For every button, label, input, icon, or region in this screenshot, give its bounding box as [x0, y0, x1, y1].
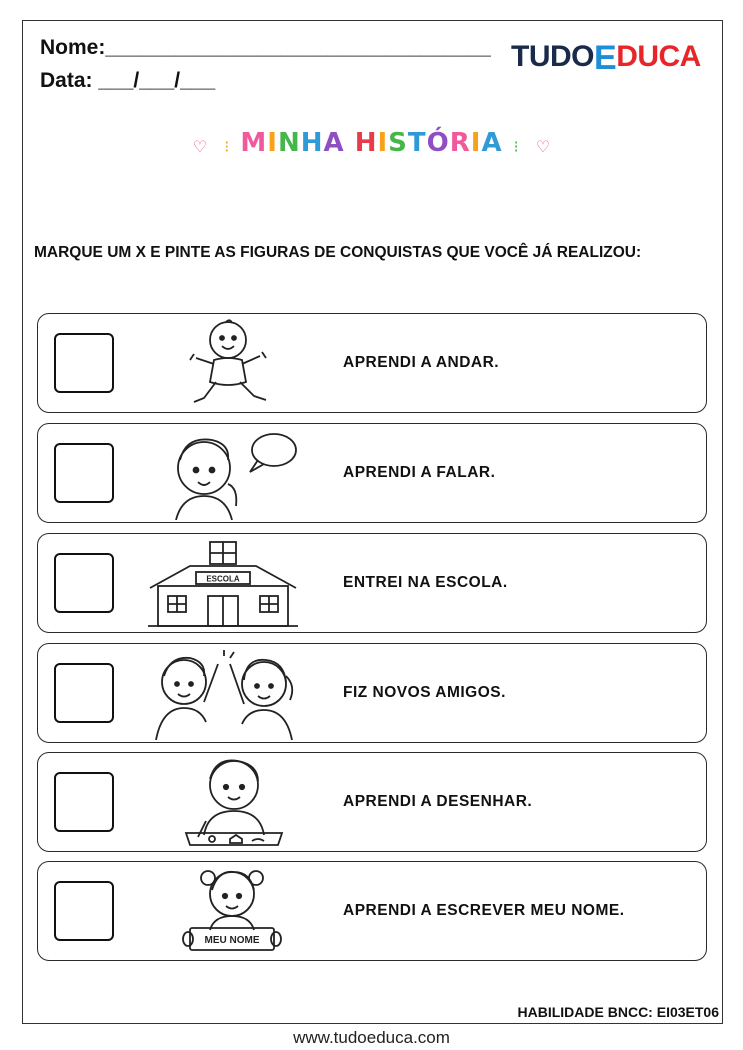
achievement-row: [37, 313, 707, 413]
achievement-checkbox[interactable]: [54, 772, 114, 832]
heart-icon: ♡: [535, 137, 551, 156]
boy-drawing-icon: [146, 755, 306, 849]
achievement-label: ENTREI NA ESCOLA.: [343, 574, 508, 591]
title-letter: M: [240, 128, 268, 158]
logo-text-duca: DUCA: [616, 40, 701, 73]
friends-high-five-icon: [146, 646, 306, 740]
tudoeduca-logo: [511, 39, 701, 77]
achievement-label: APRENDI A FALAR.: [343, 464, 496, 481]
instruction-text: MARQUE UM X E PINTE AS FIGURAS DE CONQUISTAS QUE VOCÊ JÁ REALIZOU:: [34, 244, 642, 261]
title-letter: A: [481, 128, 503, 158]
date-field[interactable]: Data: ___/___/___: [40, 69, 216, 92]
title-letter: H: [354, 128, 378, 158]
title-letter: R: [449, 128, 471, 158]
title-letter: I: [470, 128, 482, 158]
achievement-row: [37, 861, 707, 961]
page-title: [0, 128, 743, 158]
name-field[interactable]: Nome:_________________________________: [40, 36, 491, 59]
achievement-checkbox[interactable]: [54, 553, 114, 613]
achievement-label: APRENDI A DESENHAR.: [343, 793, 533, 810]
achievement-label: APRENDI A ANDAR.: [343, 354, 500, 371]
logo-text-tudo: TUDO: [511, 40, 594, 73]
title-text: [240, 128, 502, 158]
achievement-label: FIZ NOVOS AMIGOS.: [343, 684, 506, 701]
sparkle-icon: ⁝: [224, 137, 230, 156]
achievement-checkbox[interactable]: [54, 333, 114, 393]
title-letter: A: [323, 128, 345, 158]
sparkle-icon: ⁝: [513, 137, 519, 156]
logo-text-e: E: [594, 39, 617, 77]
achievement-checkbox[interactable]: [54, 881, 114, 941]
bncc-skill-code: HABILIDADE BNCC: EI03ET06: [517, 1004, 719, 1020]
baby-walking-icon: [146, 316, 306, 410]
title-letter: S: [388, 128, 408, 158]
heart-icon: ♡: [192, 137, 208, 156]
title-letter: [345, 128, 355, 158]
achievement-row: [37, 752, 707, 852]
title-letter: Ó: [426, 128, 450, 158]
title-letter: T: [407, 128, 427, 158]
achievement-label: APRENDI A ESCREVER MEU NOME.: [343, 902, 625, 919]
title-letter: H: [300, 128, 324, 158]
footer-url[interactable]: www.tudoeduca.com: [293, 1028, 450, 1047]
school-building-icon: [146, 536, 306, 630]
achievement-row: [37, 423, 707, 523]
name-sign-text: MEU NOME: [204, 935, 260, 946]
achievement-row: [37, 533, 707, 633]
title-letter: N: [277, 128, 301, 158]
boy-talking-icon: [146, 426, 306, 520]
girl-name-sign-icon: [146, 864, 306, 958]
achievement-checkbox[interactable]: [54, 663, 114, 723]
achievement-row: [37, 643, 707, 743]
school-sign-text: ESCOLA: [206, 574, 240, 584]
achievement-checkbox[interactable]: [54, 443, 114, 503]
title-letter: I: [267, 128, 278, 158]
title-letter: I: [377, 128, 389, 158]
